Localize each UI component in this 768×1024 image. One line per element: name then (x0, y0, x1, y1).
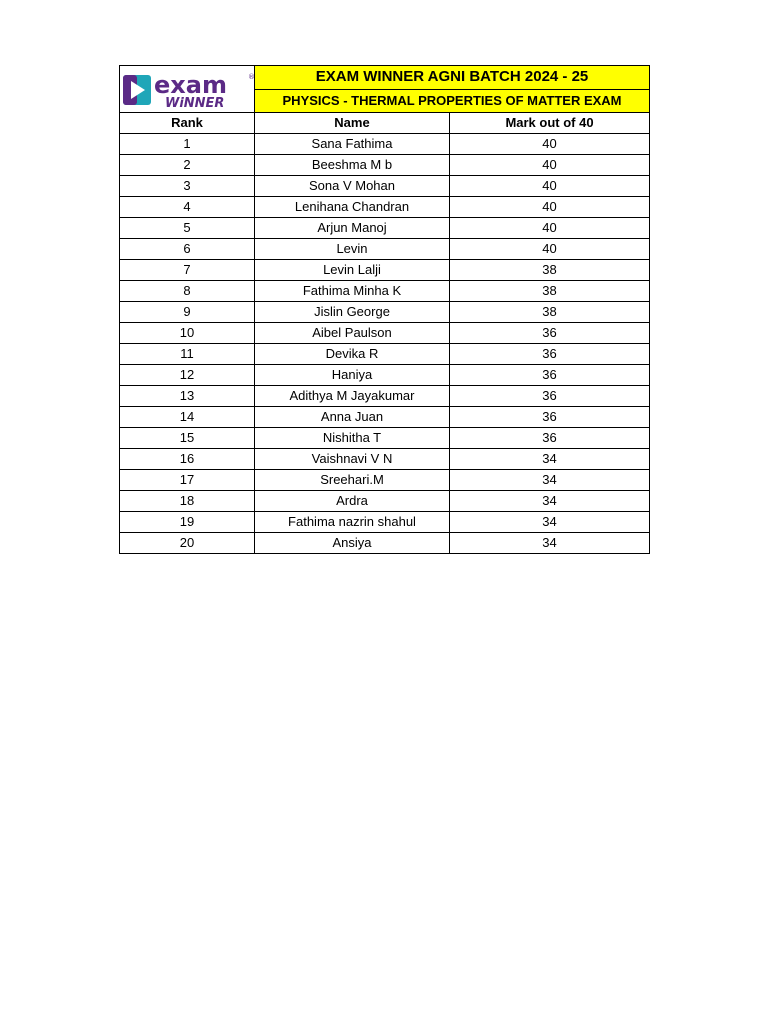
table-row (120, 155, 650, 176)
cell-rank: 4 (120, 197, 255, 218)
cell-name: Nishitha T (255, 428, 450, 449)
table-row (120, 281, 650, 302)
cell-rank: 20 (120, 533, 255, 554)
table-row (120, 344, 650, 365)
cell-name: Ardra (255, 491, 450, 512)
table-row (120, 260, 650, 281)
cell-mark: 38 (450, 302, 650, 323)
cell-rank: 5 (120, 218, 255, 239)
table-row (120, 197, 650, 218)
cell-name: Devika R (255, 344, 450, 365)
table-row (120, 533, 650, 554)
table-row (120, 218, 650, 239)
column-header-rank: Rank (120, 113, 255, 134)
cell-rank: 1 (120, 134, 255, 155)
cell-mark: 40 (450, 176, 650, 197)
cell-mark: 34 (450, 491, 650, 512)
cell-mark: 36 (450, 323, 650, 344)
cell-rank: 6 (120, 239, 255, 260)
cell-mark: 36 (450, 365, 650, 386)
cell-mark: 36 (450, 407, 650, 428)
cell-name: Ansiya (255, 533, 450, 554)
table-row (120, 365, 650, 386)
exam-winner-logo (121, 69, 253, 111)
cell-name: Jislin George (255, 302, 450, 323)
cell-name: Levin (255, 239, 450, 260)
logo-text-exam: exam (154, 71, 227, 99)
table-row (120, 176, 650, 197)
table-row (120, 491, 650, 512)
results-sheet (119, 65, 649, 554)
cell-name: Sona V Mohan (255, 176, 450, 197)
table-row (120, 428, 650, 449)
table-row (120, 449, 650, 470)
table-row (120, 323, 650, 344)
cell-mark: 40 (450, 155, 650, 176)
table-row (120, 386, 650, 407)
cell-mark: 36 (450, 386, 650, 407)
cell-rank: 16 (120, 449, 255, 470)
cell-rank: 18 (120, 491, 255, 512)
cell-name: Levin Lalji (255, 260, 450, 281)
cell-name: Lenihana Chandran (255, 197, 450, 218)
cell-rank: 14 (120, 407, 255, 428)
cell-mark: 34 (450, 512, 650, 533)
cell-name: Sreehari.M (255, 470, 450, 491)
cell-rank: 8 (120, 281, 255, 302)
cell-name: Vaishnavi V N (255, 449, 450, 470)
cell-mark: 34 (450, 533, 650, 554)
cell-name: Arjun Manoj (255, 218, 450, 239)
sheet-title: EXAM WINNER AGNI BATCH 2024 - 25 (255, 66, 650, 90)
table-row (120, 470, 650, 491)
cell-name: Aibel Paulson (255, 323, 450, 344)
cell-mark: 40 (450, 218, 650, 239)
column-header-mark: Mark out of 40 (450, 113, 650, 134)
cell-mark: 38 (450, 260, 650, 281)
cell-rank: 10 (120, 323, 255, 344)
table-row (120, 512, 650, 533)
sheet-subtitle: PHYSICS - THERMAL PROPERTIES OF MATTER EXAM (255, 89, 650, 113)
cell-name: Adithya M Jayakumar (255, 386, 450, 407)
column-header-row (120, 113, 650, 134)
column-header-name: Name (255, 113, 450, 134)
cell-rank: 17 (120, 470, 255, 491)
cell-name: Sana Fathima (255, 134, 450, 155)
table-row (120, 134, 650, 155)
cell-rank: 9 (120, 302, 255, 323)
table-row (120, 407, 650, 428)
cell-rank: 13 (120, 386, 255, 407)
svg-text:®: ® (248, 73, 255, 81)
cell-rank: 2 (120, 155, 255, 176)
cell-rank: 12 (120, 365, 255, 386)
cell-mark: 38 (450, 281, 650, 302)
cell-mark: 40 (450, 197, 650, 218)
cell-name: Beeshma M b (255, 155, 450, 176)
results-table (119, 65, 650, 554)
table-row (120, 239, 650, 260)
cell-name: Haniya (255, 365, 450, 386)
cell-rank: 7 (120, 260, 255, 281)
cell-mark: 36 (450, 428, 650, 449)
cell-name: Fathima Minha K (255, 281, 450, 302)
cell-mark: 40 (450, 239, 650, 260)
cell-mark: 34 (450, 470, 650, 491)
cell-name: Anna Juan (255, 407, 450, 428)
cell-mark: 40 (450, 134, 650, 155)
cell-rank: 15 (120, 428, 255, 449)
cell-rank: 11 (120, 344, 255, 365)
cell-mark: 34 (450, 449, 650, 470)
table-row (120, 302, 650, 323)
cell-rank: 19 (120, 512, 255, 533)
cell-rank: 3 (120, 176, 255, 197)
logo-text-winner: WiNNER (165, 96, 225, 111)
cell-name: Fathima nazrin shahul (255, 512, 450, 533)
cell-mark: 36 (450, 344, 650, 365)
logo-cell (120, 66, 255, 113)
